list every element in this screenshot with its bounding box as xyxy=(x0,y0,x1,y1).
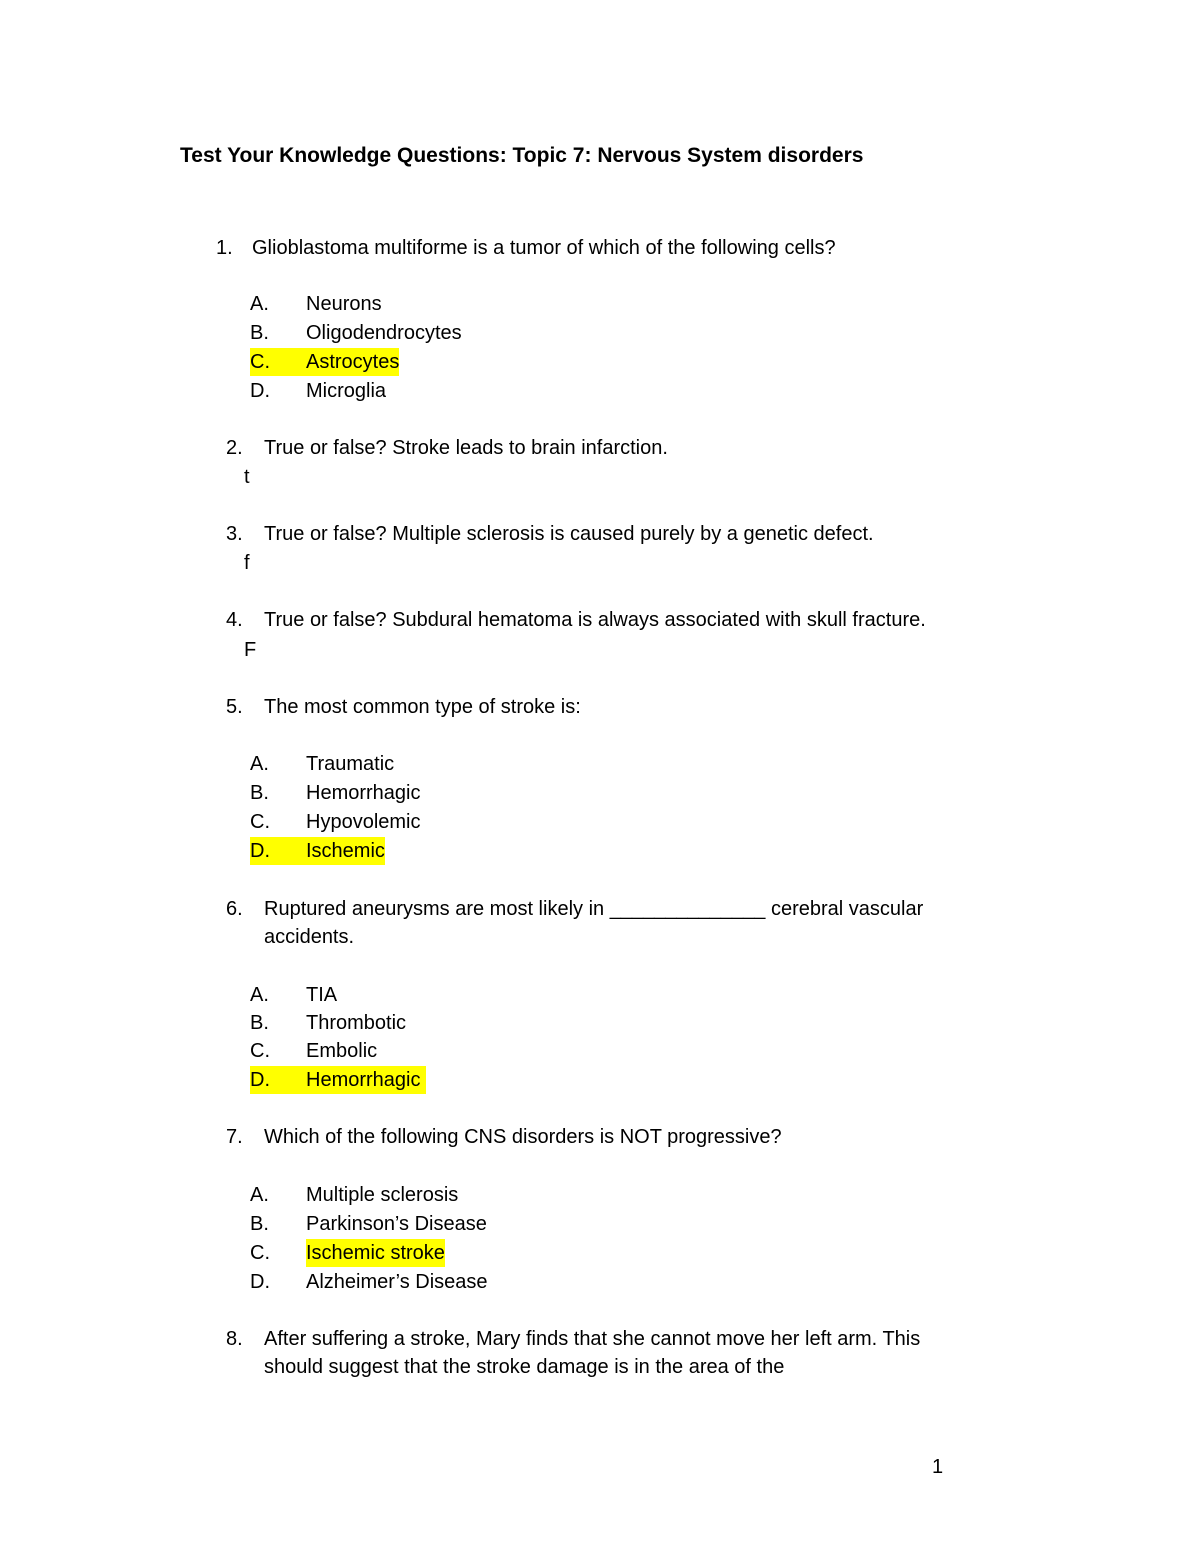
option-text: Alzheimer’s Disease xyxy=(306,1271,488,1293)
option-letter: A. xyxy=(250,293,269,315)
answer-text: F xyxy=(244,639,257,661)
question-text: After suffering a stroke, Mary finds that she cannot move her left arm. This xyxy=(264,1328,921,1350)
option-letter: D. xyxy=(250,380,270,402)
option-letter: A. xyxy=(250,753,269,775)
option-text: Oligodendrocytes xyxy=(306,322,462,344)
page-title: Test Your Knowledge Questions: Topic 7: Nervous System disorders xyxy=(180,144,864,167)
question-text: The most common type of stroke is: xyxy=(264,696,581,718)
question-text: Ruptured aneurysms are most likely in ______________ cerebral vascular xyxy=(264,898,924,920)
option-text: TIA xyxy=(306,984,338,1006)
option-text: Multiple sclerosis xyxy=(306,1184,459,1206)
option-letter: B. xyxy=(250,782,269,804)
option-letter-highlighted: C. xyxy=(250,348,306,376)
question-6 xyxy=(226,895,924,923)
question-number: 6. xyxy=(226,898,243,920)
question-2 xyxy=(226,434,668,462)
option-text: Parkinson’s Disease xyxy=(306,1213,487,1235)
option-text-highlighted: Hemorrhagic xyxy=(306,1066,426,1094)
question-3 xyxy=(226,520,874,548)
option-letter: C. xyxy=(250,1242,270,1264)
question-text-continued: should suggest that the stroke damage is in the area of the xyxy=(264,1356,785,1378)
question-number: 5. xyxy=(226,696,243,718)
option-letter: A. xyxy=(250,1184,269,1206)
answer-text: f xyxy=(244,552,250,574)
option-letter: C. xyxy=(250,811,270,833)
option-letter: C. xyxy=(250,1040,270,1062)
option-text: Neurons xyxy=(306,293,382,315)
answer-text: t xyxy=(244,466,250,488)
option-text: Embolic xyxy=(306,1040,378,1062)
page-number: 1 xyxy=(932,1456,944,1478)
question-7 xyxy=(226,1123,782,1151)
question-number: 4. xyxy=(226,609,243,631)
question-text: True or false? Multiple sclerosis is caused purely by a genetic defect. xyxy=(264,523,874,545)
option-text: Microglia xyxy=(306,380,387,402)
option-letter: B. xyxy=(250,322,269,344)
question-number: 7. xyxy=(226,1126,243,1148)
option-letter: B. xyxy=(250,1213,269,1235)
question-number: 1. xyxy=(216,237,233,259)
question-8 xyxy=(226,1325,921,1353)
question-5 xyxy=(226,693,581,721)
option-letter: D. xyxy=(250,1271,270,1293)
option-text-highlighted: Ischemic xyxy=(306,837,385,865)
option-letter-highlighted: D. xyxy=(250,1066,306,1094)
option-text-highlighted: Astrocytes xyxy=(306,348,399,376)
option-text: Traumatic xyxy=(306,753,395,775)
option-text: Hypovolemic xyxy=(306,811,421,833)
option-text: Thrombotic xyxy=(306,1012,407,1034)
question-text: True or false? Subdural hematoma is always associated with skull fracture. xyxy=(264,609,926,631)
question-number: 3. xyxy=(226,523,243,545)
question-1 xyxy=(216,234,836,262)
question-number: 8. xyxy=(226,1328,243,1350)
question-text: True or false? Stroke leads to brain infarction. xyxy=(264,437,668,459)
question-text-continued: accidents. xyxy=(264,926,355,948)
question-number: 2. xyxy=(226,437,243,459)
option-letter: A. xyxy=(250,984,269,1006)
option-text-highlighted: Ischemic stroke xyxy=(306,1239,445,1267)
option-text: Hemorrhagic xyxy=(306,782,421,804)
question-text: Glioblastoma multiforme is a tumor of which of the following cells? xyxy=(252,237,836,259)
option-letter-highlighted: D. xyxy=(250,837,306,865)
question-text: Which of the following CNS disorders is NOT progressive? xyxy=(264,1126,782,1148)
question-4 xyxy=(226,606,926,634)
option-letter: B. xyxy=(250,1012,269,1034)
